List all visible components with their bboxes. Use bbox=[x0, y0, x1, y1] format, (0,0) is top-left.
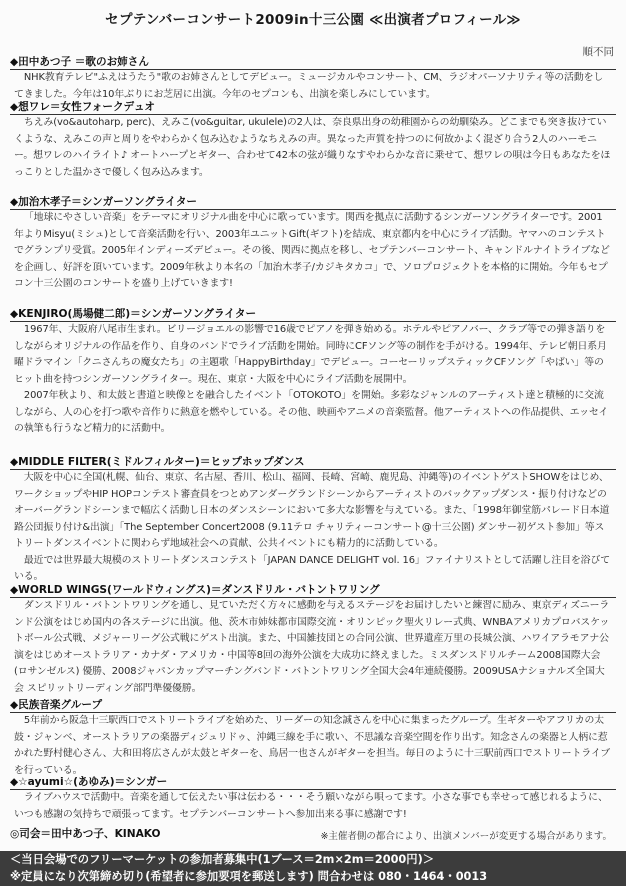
section-body bbox=[10, 713, 616, 779]
section-paragraph: 5年前から阪急十三駅西口でストリートライブを始めた、リーダーの知念誠さんを中心に集まったグループ。生ギターやアフリカの太鼓・ジャンベ、オーストラリアの楽器ディジュリドゥ、沖縄三線を手に歌い、不思議な音楽空間を作り出す。知念さんの楽器と人柄に惹かれた野村健心さん、大和田将広さんが太鼓とギターを、鳥居一也さんがギターを担当。毎日のように十三駅前西口でストリートライブを行っている。 bbox=[14, 715, 611, 776]
section-middle-filter bbox=[10, 456, 616, 586]
section-heading: ◆WORLD WINGS(ワールドウィングス)＝ダンスドリル・バトントワリング bbox=[10, 584, 616, 598]
section-body bbox=[10, 790, 616, 823]
section-body bbox=[10, 115, 616, 181]
section-ethnic-music bbox=[10, 699, 616, 779]
section-body bbox=[10, 70, 616, 103]
section-paragraph: 大阪を中心に全国(札幌、仙台、東京、名古屋、香川、松山、福岡、長崎、宮崎、鹿児島、沖縄等)のイベントゲストSHOWをはじめ、ワークショップやHIP HOPコンテスト審査員をつとめアンダーグランドシーンからアーティストのバックアップダンス・振り付けなどのオーバーグランドシーンまで幅広く活動し日本のダンスシーンにおいて多大な影響を与えている。また、「1998年御堂筋パレード日本道路公団振り付け&出演」「The September Concert2008 (9.11テロ チャリティーコンサート@十三公園) ダンサー初ゲスト参加」等ストリートダンスイベントに関わらず地域社会への貢献、公共イベントにも精力的に活動している。 bbox=[14, 472, 610, 550]
section-paragraph: 「地球にやさしい音楽」をテーマにオリジナル曲を中心に歌っています。関西を拠点に活動するシンガーソングライターです。2001年よりMisyu(ミシュ)として音楽活動を行い、2003年ユニットGift(ギフト)を結成、東京都内を中心にライブ活動。ヤマハのコンテストでグランプリ受賞。2005年インディーズデビュー。その後、関西に拠点を移し、セプテンバーコンサート、キャンドルナイトライブなどを企画し、好評を頂いています。2009年秋より本名の「加治木孝子/カジキタカコ」で、ソロプロジェクトを本格的に開始。今年もセプコン十三公園のコンサートを盛り上げていきます! bbox=[14, 212, 610, 290]
page-title: セプテンバーコンサート2009in十三公園 ≪出演者プロフィール≫ bbox=[105, 12, 521, 28]
section-paragraph: 2007年秋より、和太鼓と書道と映像とを融合したイベント「OTOKOTO」を開始。多彩なジャンルのアーティスト達と積極的に交流しながら、人の心を打つ歌や音作りに熱意を燃やしている。その他、映画やアニメの音楽監督。他アーティストへの作品提供、エッセイの執筆も行うなど精力的に活動中。 bbox=[14, 390, 609, 435]
section-paragraph: ライブハウスで活動中。音楽を通して伝えたい事は伝わる・・・そう願いながら唄ってます。小さな事でも幸せって感じれるように、いつも感謝の気持ちで頑張ってます。セプテンバーコンサートへ参加出来る事に感謝です! bbox=[14, 792, 608, 820]
section-heading: ◆田中あつ子 ＝歌のお姉さん bbox=[10, 56, 616, 70]
section-omoware bbox=[10, 101, 616, 181]
section-body bbox=[10, 322, 616, 438]
section-ayumi bbox=[10, 776, 616, 823]
section-heading: ◆KENJIRO(馬場健二郎)＝シンガーソングライター bbox=[10, 308, 616, 322]
section-paragraph: 最近では世界最大規模のストリートダンスコンテスト「JAPAN DANCE DELIGHT vol. 16」ファイナリストとして活躍し注目を浴びている。 bbox=[14, 554, 611, 583]
footnote: ※主催者側の都合により、出演メンバーが変更する場合があります。 bbox=[320, 831, 612, 842]
contact-line: ※定員になり次第締め切り(希望者に参加要項を郵送します) 問合わせは 080・1464・0013 bbox=[10, 870, 488, 883]
section-body bbox=[10, 210, 616, 293]
section-paragraph: NHK教育テレビ"ふえはうたう"歌のお姉さんとしてデビュー。ミュージカルやコンサート、CM、ラジオパーソナリティ等の活動をしてきました。今年は10年ぶりにお芝居に出演。今年のセプコンも、出演を楽しみにしています。 bbox=[14, 72, 604, 100]
section-heading: ◆想ワレ＝女性フォークデュオ bbox=[10, 101, 616, 115]
section-paragraph: ちえみ(vo&autoharp, perc)、えみこ(vo&guitar, ukulele)の2人は、奈良県出身の幼稚園からの幼馴染み。どこまでも突き抜けていくような、えみこの声と周りをやわらかく包み込むようなちえみの声。異なった声質を持つのに何故かよく混ざり合う2人のハーモニー。想ワレのハイライト♪ オートハープとギター、合わせて42本の弦が織りなすやわらかな音に乗せて、想ワレの唄は今日もあなたをほっこりとした温かさで優しく包み込みます。 bbox=[14, 117, 611, 178]
section-world-wings bbox=[10, 584, 616, 697]
mc-line: ◎司会＝田中あつ子、KINAKO bbox=[10, 828, 161, 840]
section-tanaka bbox=[10, 56, 616, 103]
section-body bbox=[10, 598, 616, 697]
section-paragraph: 1967年、大阪府八尾市生まれ。ビリージョエルの影響で16歳でピアノを弾き始める。ホテルやピアノバー、クラブ等での弾き語りをしながらオリジナルの作品を作り、自身のバンドでライブ活動を開始。同時にCFソング等の制作を手がける。1994年、テレビ朝日系月曜ドラマイン「クニさんちの魔女たち」の主題歌「HappyBirthday」でデビュー。コーセーリップスティックCFソング「やばい」等のヒット曲を持つシンガーソングライター。現在、東京・大阪を中心にライブ活動を展開中。 bbox=[14, 324, 607, 385]
flea-market-recruit-line: ＜当日会場でのフリーマーケットの参加者募集中(1ブース＝2m×2m＝2000円)＞ bbox=[10, 853, 435, 866]
section-kenjiro bbox=[10, 308, 616, 438]
section-paragraph: ダンスドリル・バトントワリングを通し、見ていただく方々に感動を与えるステージをお届けしたいと練習に励み、東京ディズニーランド公演をはじめ国内の各ステージに出演。他、茨木市姉妹都市国際交流・オリンピック聖火リレー式典、WNBAアメリカプロバスケットボール公式戦、メジャーリーグ公式戦にゲスト出演。また、中国雑技団との合同公演、世界遺産万里の長城公演、ハワイアラモアナ公演をはじめオーストラリア・カナダ・アメリカ・中国等8回の海外公演を大成功に終えました。ミスダンスドリルチーム2008国際大会 (ロサンゼルス) 優勝、2008ジャパンカップマーチングバンド・バトントワリング全国大会4年連続優勝。2009USAナショナルズ全国大会 スピリットリーディング部門準優優勝。 bbox=[14, 600, 610, 694]
section-heading: ◆☆ayumi☆(あゆみ)＝シンガー bbox=[10, 776, 616, 790]
section-kajiki bbox=[10, 196, 616, 293]
order-note: 順不同 bbox=[582, 46, 614, 58]
section-heading: ◆加治木孝子＝シンガーソングライター bbox=[10, 196, 616, 210]
section-body bbox=[10, 470, 616, 586]
flea-market-banner bbox=[0, 851, 626, 886]
section-heading: ◆MIDDLE FILTER(ミドルフィルター)＝ヒップホップダンス bbox=[10, 456, 616, 470]
section-heading: ◆民族音楽グループ bbox=[10, 699, 616, 713]
